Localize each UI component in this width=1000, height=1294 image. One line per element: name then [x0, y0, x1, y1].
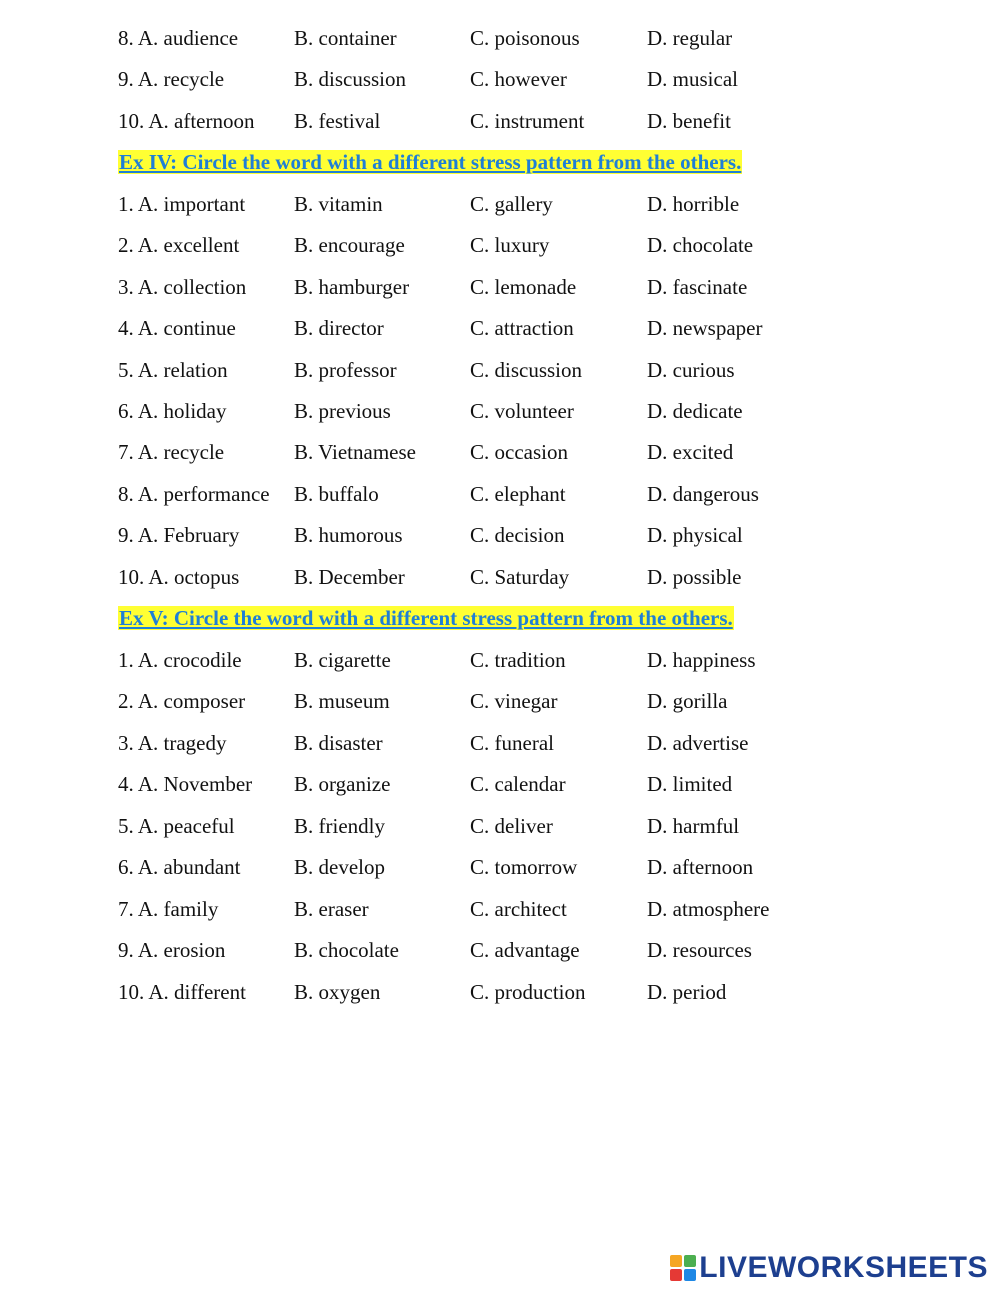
option-b: B. December [294, 565, 405, 589]
option-d: D. horrible [647, 192, 740, 216]
option-d: D. musical [647, 67, 738, 91]
option-d: D. period [647, 980, 727, 1004]
logo-square [670, 1255, 682, 1267]
option-a: 8. A. performance [118, 482, 270, 506]
option-b: B. chocolate [294, 938, 399, 962]
option-d: D. excited [647, 440, 734, 464]
option-b: B. humorous [294, 523, 403, 547]
option-b: B. develop [294, 855, 385, 879]
option-d: D. dangerous [647, 482, 759, 506]
option-a: 5. A. relation [118, 358, 228, 382]
option-b: B. previous [294, 399, 391, 423]
option-a: 8. A. audience [118, 26, 239, 50]
exercise-v-title: Ex V: Circle the word with a different stress pattern from the others. [119, 606, 733, 630]
logo-square [670, 1269, 682, 1281]
option-c: C. production [470, 980, 586, 1004]
option-a: 2. A. composer [118, 689, 246, 713]
option-c: C. however [470, 67, 567, 91]
option-c: C. lemonade [470, 275, 577, 299]
exercise-v-heading [118, 603, 734, 633]
logo-text: LIVEWORKSHEETS [699, 1251, 988, 1284]
option-a: 6. A. holiday [118, 399, 227, 423]
logo-square [684, 1269, 696, 1281]
option-c: C. Saturday [470, 565, 570, 589]
option-b: B. buffalo [294, 482, 379, 506]
option-b: B. friendly [294, 814, 385, 838]
option-b: B. professor [294, 358, 397, 382]
option-c: C. tradition [470, 648, 566, 672]
option-d: D. atmosphere [647, 897, 770, 921]
exercise-iv-title: Ex IV: Circle the word with a different stress pattern from the others. [119, 150, 742, 174]
option-a: 10. A. octopus [118, 565, 240, 589]
option-b: B. discussion [294, 67, 407, 91]
option-c: C. volunteer [470, 399, 574, 423]
option-c: C. attraction [470, 316, 574, 340]
option-a: 7. A. recycle [118, 440, 225, 464]
option-c: C. poisonous [470, 26, 580, 50]
option-d: D. limited [647, 772, 733, 796]
option-d: D. happiness [647, 648, 756, 672]
option-a: 9. A. recycle [118, 67, 225, 91]
option-a: 5. A. peaceful [118, 814, 235, 838]
option-b: B. vitamin [294, 192, 383, 216]
option-c: C. funeral [470, 731, 554, 755]
option-a: 9. A. February [118, 523, 240, 547]
option-d: D. benefit [647, 109, 731, 133]
option-b: B. festival [294, 109, 381, 133]
liveworksheets-logo-icon [670, 1255, 696, 1281]
option-a: 4. A. continue [118, 316, 236, 340]
option-a: 9. A. erosion [118, 938, 226, 962]
option-c: C. calendar [470, 772, 566, 796]
option-b: B. container [294, 26, 397, 50]
option-a: 1. A. important [118, 192, 246, 216]
exercise-iv-heading [118, 147, 742, 177]
option-c: C. advantage [470, 938, 580, 962]
option-d: D. newspaper [647, 316, 763, 340]
option-a: 1. A. crocodile [118, 648, 242, 672]
option-b: B. disaster [294, 731, 383, 755]
option-b: B. museum [294, 689, 390, 713]
option-a: 2. A. excellent [118, 233, 240, 257]
option-b: B. director [294, 316, 384, 340]
option-d: D. advertise [647, 731, 749, 755]
option-b: B. oxygen [294, 980, 381, 1004]
option-a: 10. A. afternoon [118, 109, 255, 133]
liveworksheets-logo[interactable] [670, 1252, 988, 1284]
option-d: D. afternoon [647, 855, 754, 879]
option-c: C. deliver [470, 814, 553, 838]
option-d: D. physical [647, 523, 743, 547]
option-d: D. chocolate [647, 233, 754, 257]
option-a: 10. A. different [118, 980, 246, 1004]
option-c: C. gallery [470, 192, 553, 216]
option-a: 3. A. tragedy [118, 731, 227, 755]
option-b: B. Vietnamese [294, 440, 416, 464]
option-b: B. encourage [294, 233, 405, 257]
option-d: D. regular [647, 26, 733, 50]
option-d: D. possible [647, 565, 742, 589]
option-d: D. curious [647, 358, 735, 382]
logo-square [684, 1255, 696, 1267]
option-a: 7. A. family [118, 897, 219, 921]
option-c: C. architect [470, 897, 567, 921]
option-d: D. fascinate [647, 275, 748, 299]
option-c: C. instrument [470, 109, 585, 133]
option-b: B. organize [294, 772, 391, 796]
option-c: C. decision [470, 523, 565, 547]
option-c: C. luxury [470, 233, 550, 257]
option-b: B. hamburger [294, 275, 410, 299]
option-d: D. dedicate [647, 399, 743, 423]
option-d: D. harmful [647, 814, 740, 838]
option-b: B. eraser [294, 897, 369, 921]
option-c: C. elephant [470, 482, 566, 506]
option-c: C. vinegar [470, 689, 558, 713]
option-a: 4. A. November [118, 772, 253, 796]
option-c: C. tomorrow [470, 855, 578, 879]
option-c: C. discussion [470, 358, 583, 382]
option-c: C. occasion [470, 440, 568, 464]
option-d: D. resources [647, 938, 752, 962]
option-a: 3. A. collection [118, 275, 247, 299]
option-a: 6. A. abundant [118, 855, 241, 879]
option-d: D. gorilla [647, 689, 728, 713]
option-b: B. cigarette [294, 648, 391, 672]
